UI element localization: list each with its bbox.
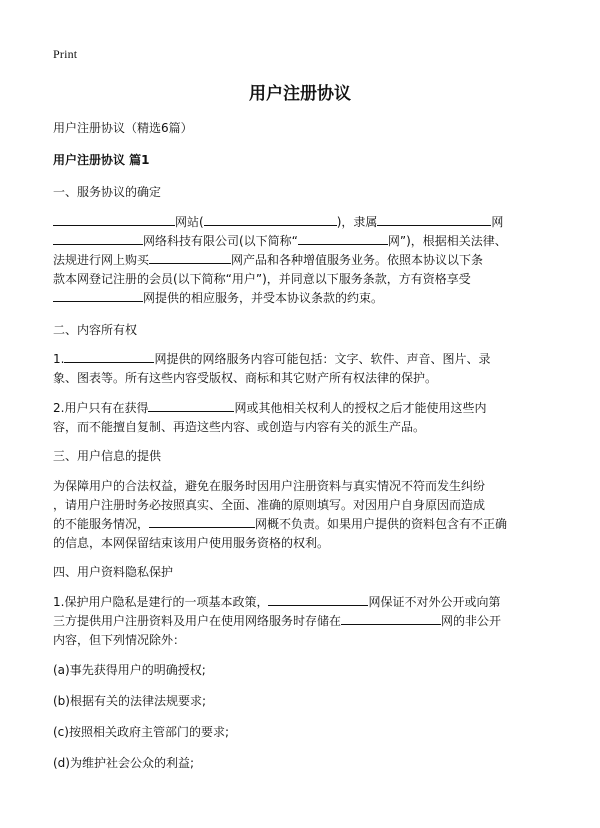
text: 网概不负责。如果用户提供的资料包含有不正确 <box>255 517 508 531</box>
text: 网或其他相关权利人的授权之后才能使用这些内 <box>234 401 487 415</box>
text: 网络科技有限公司(以下简称“ <box>143 234 298 248</box>
list-item: (a)事先获得用户的明确授权; <box>53 663 206 677</box>
blank-field <box>64 350 154 363</box>
text: 网的非公开 <box>441 614 502 628</box>
blank-field <box>341 612 441 625</box>
paragraph-line <box>53 350 553 369</box>
text: 网站( <box>175 215 204 229</box>
blank-field <box>268 593 368 606</box>
paragraph-line: ，请用户注册时务必按照真实、全面、准确的原则填写。对因用户自身原因而造成 <box>53 498 486 512</box>
text: )，隶属 <box>336 215 378 229</box>
blank-field <box>53 232 143 245</box>
paragraph-line <box>53 612 553 631</box>
paragraph-line <box>53 251 553 270</box>
text: 1.保护用户隐私是建行的一项基本政策， <box>53 595 269 609</box>
text: 法规进行网上购买 <box>53 253 150 267</box>
blank-field <box>53 289 143 302</box>
list-item: (d)为维护社会公众的利益; <box>53 756 195 770</box>
text: 网”)，根据相关法律、 <box>387 234 507 248</box>
paragraph-line <box>53 593 553 612</box>
text: 网产品和各种增值服务业务。依照本协议以下条 <box>231 253 484 267</box>
document-subtitle: 用户注册协议（精选6篇） <box>53 121 193 135</box>
text: 网 <box>491 215 504 229</box>
text: 网保证不对外公开或向第 <box>368 595 501 609</box>
paragraph-line <box>53 515 553 534</box>
paragraph-line: 象、图表等。所有这些内容受版权、商标和其它财产所有权法律的保护。 <box>53 371 438 385</box>
paragraph-line: 款本网登记注册的会员(以下简称“用户”)，并同意以下服务条款，方有资格享受 <box>53 272 471 286</box>
text: 2.用户只有在获得 <box>53 401 149 415</box>
blank-field <box>149 515 255 528</box>
blank-field <box>148 399 234 412</box>
print-label: Print <box>53 47 78 61</box>
section-heading-service-agreement: 一、服务协议的确定 <box>53 185 162 199</box>
blank-field <box>298 232 388 245</box>
paragraph-line: 的信息，本网保留结束该用户使用服务资格的权利。 <box>53 536 330 550</box>
list-item: (c)按照相关政府主管部门的要求; <box>53 725 230 739</box>
blank-field <box>377 213 491 226</box>
paragraph-line: 为保障用户的合法权益，避免在服务时因用户注册资料与真实情况不符而发生纠纷 <box>53 479 486 493</box>
text: 的不能服务情况， <box>53 517 150 531</box>
blank-field <box>204 213 337 226</box>
text: 网提供的相应服务，并受本协议条款的约束。 <box>143 291 384 305</box>
paragraph-line <box>53 232 553 251</box>
text: 三方提供用户注册资料及用户在使用网络服务时存储在 <box>53 614 342 628</box>
blank-field <box>149 251 231 264</box>
list-item: (b)根据有关的法律法规要求; <box>53 694 207 708</box>
blank-field <box>53 213 175 226</box>
document-title: 用户注册协议 <box>249 84 351 104</box>
paragraph-line <box>53 289 553 308</box>
text: 网提供的网络服务内容可能包括：文字、软件、声音、图片、录 <box>154 352 491 366</box>
section-heading-user-info: 三、用户信息的提供 <box>53 449 162 463</box>
section-heading-content-ownership: 二、内容所有权 <box>53 323 138 337</box>
paragraph-line <box>53 213 553 232</box>
chapter-heading: 用户注册协议 篇1 <box>53 153 150 167</box>
paragraph-line <box>53 399 553 418</box>
paragraph-line: 内容，但下列情况除外： <box>53 633 186 647</box>
section-heading-privacy: 四、用户资料隐私保护 <box>53 565 174 579</box>
text: 1. <box>53 352 65 366</box>
paragraph-line: 容，而不能擅自复制、再造这些内容、或创造与内容有关的派生产品。 <box>53 420 426 434</box>
